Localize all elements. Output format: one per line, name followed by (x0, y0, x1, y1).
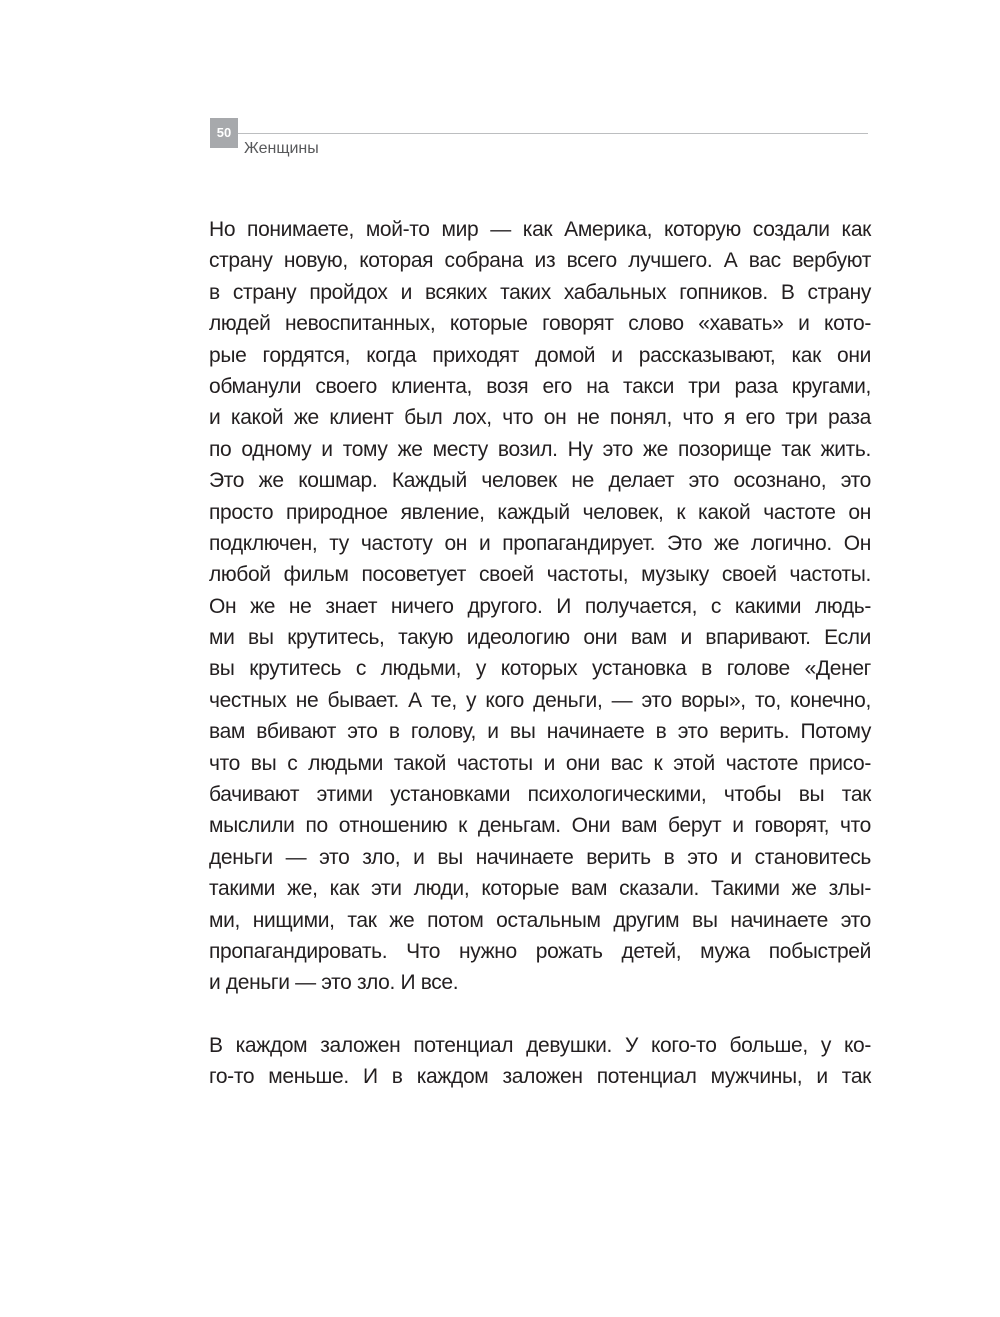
text-line: мыслили по отношению к деньгам. Они вам берут и говорят, что (209, 814, 871, 838)
text-line: деньги — это зло, и вы начинаете верить в это и становитесь (209, 845, 871, 869)
text-line: ми вы крутитесь, такую идеологию они вам и впаривают. Если (209, 626, 871, 650)
text-line: и какой же клиент был лох, что он не понял, что я его три раза (209, 406, 871, 430)
text-line: го-то меньше. И в каждом заложен потенциал мужчины, и так (209, 1065, 871, 1089)
text-line: подключен, ту частоту он и пропагандирует. Это же логично. Он (209, 531, 871, 555)
text-line: страну новую, которая собрана из всего лучшего. А вас вербуют (209, 249, 871, 273)
text-line: ми, нищими, так же потом остальным другим вы начинаете это (209, 908, 871, 932)
text-line: Он же не знает ничего другого. И получается, с какими людь- (209, 594, 871, 618)
text-line: и деньги — это зло. И все. (209, 971, 459, 995)
text-line: Но понимаете, мой-то мир — как Америка, которую создали как (209, 218, 871, 241)
text-line: пропагандировать. Что нужно рожать детей, мужа побыстрей (209, 939, 871, 963)
text-line: в страну пройдох и всяких таких хабальных гопников. В страну (209, 280, 871, 304)
header-rule (238, 133, 868, 134)
text-line: людей невоспитанных, которые говорят слово «хавать» и кото- (209, 312, 871, 336)
page-number: 50 (210, 118, 238, 148)
text-line: по одному и тому же месту возил. Ну это же позорище так жить. (209, 437, 871, 461)
text-line: просто природное явление, каждый человек, к какой частоте он (209, 500, 871, 524)
paragraph-gap (209, 999, 871, 1030)
text-line: обманули своего клиента, возя его на такси три раза кругами, (209, 374, 871, 398)
text-line: любой фильм посоветует своей частоты, музыку своей частоты. (209, 563, 871, 587)
text-line: что вы с людьми такой частоты и они вас к этой частоте присо- (209, 751, 871, 775)
section-title: Женщины (244, 140, 319, 157)
paragraph (209, 214, 871, 999)
paragraph (209, 1030, 871, 1093)
text-line: вы крутитесь с людьми, у которых установка в голове «Денег (209, 657, 871, 681)
text-line: честных не бывает. А те, у кого деньги, — это воры», то, конечно, (209, 688, 871, 712)
text-line: такими же, как эти люди, которые вам сказали. Такими же злы- (209, 877, 871, 901)
body-text (209, 214, 871, 1093)
running-header (210, 118, 868, 168)
text-line: вам вбивают это в голову, и вы начинаете в это верить. Потому (209, 720, 871, 744)
text-line: рые гордятся, когда приходят домой и рассказывают, как они (209, 343, 871, 367)
text-line: бачивают этими установками психологическими, чтобы вы так (209, 783, 871, 807)
text-line: Это же кошмар. Каждый человек не делает это осознано, это (209, 469, 871, 493)
text-line: В каждом заложен потенциал девушки. У кого-то больше, у ко- (209, 1033, 871, 1057)
